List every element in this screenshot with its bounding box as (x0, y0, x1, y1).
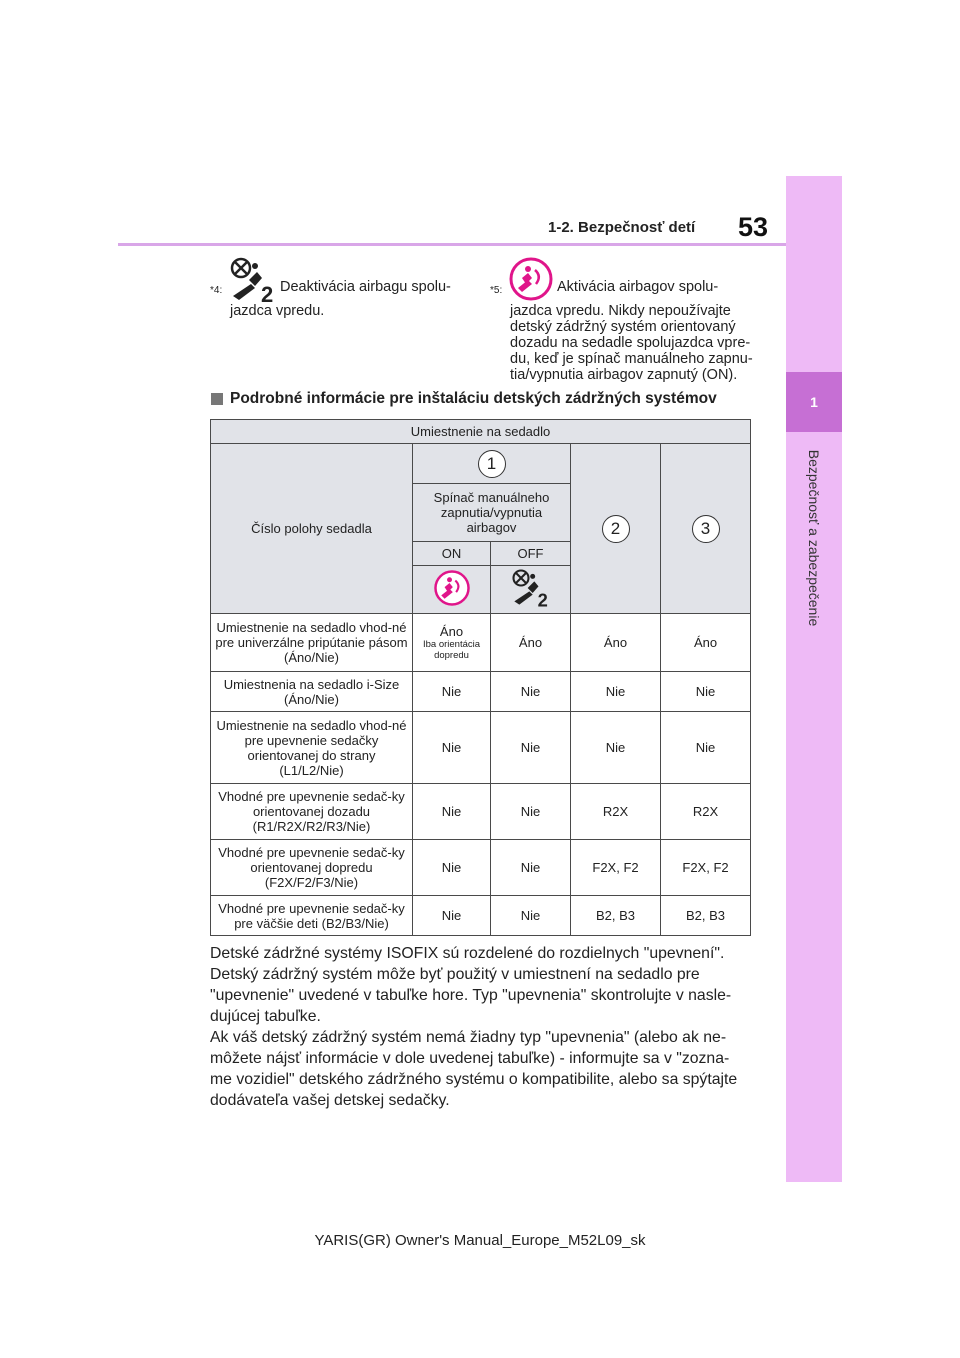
row-on-cell: Nie (413, 672, 491, 712)
table-row (211, 896, 751, 936)
footnote-4-mark: *4: (210, 285, 223, 296)
table-row (211, 840, 751, 896)
table-top-header: Umiestnenie na sedadlo (211, 420, 751, 444)
row-p3-cell: B2, B3 (661, 896, 751, 936)
body-line: môžete nájsť informácie v dole uvedenej tabuľke) - informujte sa v "zozna- (210, 1050, 730, 1067)
row-p3-cell: Nie (661, 712, 751, 784)
row-on-value: Áno (439, 624, 464, 639)
airbag-off-passenger-icon (229, 256, 277, 304)
row-label: Umiestnenie na sedadlo vhod-né pre univerzálne pripútanie pásom (Áno/Nie) (211, 614, 413, 672)
row-p3-cell: F2X, F2 (661, 840, 751, 896)
chapter-label: Bezpečnosť a zabezpečenie (806, 449, 822, 627)
body-line: Detský zádržný systém môže byť použitý v umiestnení na sedadlo pre (210, 966, 700, 983)
footnote-5-line: jazdca vpredu. Nikdy nepoužívajte (510, 303, 731, 319)
footnote-5-line: tia/vypnutia airbagov zapnutý (ON). (510, 367, 738, 383)
row-off-cell: Nie (491, 784, 571, 840)
switch-label: Spínač manuálneho zapnutia/vypnutia airbagov (413, 484, 571, 542)
off-header: OFF (491, 542, 571, 566)
row-on-cell: Nie (413, 896, 491, 936)
side-tab (786, 176, 842, 1182)
footnote-5-line: dozadu na sedadle spolujazdca vpre- (510, 335, 751, 351)
child-restraint-table (210, 419, 751, 936)
airbag-on-cell (413, 566, 491, 614)
row-p2-cell: B2, B3 (571, 896, 661, 936)
airbag-off-passenger-icon (511, 568, 551, 608)
table-row (211, 614, 751, 672)
row-p3-cell: R2X (661, 784, 751, 840)
row-off-cell: Nie (491, 896, 571, 936)
svg-text:2: 2 (261, 282, 274, 304)
row-p3-cell: Nie (661, 672, 751, 712)
row-off-cell: Nie (491, 712, 571, 784)
position-2-header (571, 444, 661, 614)
row-label: Vhodné pre upevnenie sedač-ky orientovanej dopredu (F2X/F2/F3/Nie) (211, 840, 413, 896)
body-line: Ak váš detský zádržný systém nemá žiadny typ "upevnenia" (alebo ak ne- (210, 1029, 727, 1046)
footnote-5-body (510, 303, 760, 383)
table-row (211, 712, 751, 784)
position-1-badge: 1 (478, 450, 506, 478)
heading-bullet-icon (211, 393, 223, 405)
row-on-cell: Nie (413, 712, 491, 784)
row-on-cell (413, 614, 491, 672)
section-title: 1-2. Bezpečnosť detí (548, 219, 696, 236)
body-paragraph (210, 943, 755, 1111)
row-off-cell: Áno (491, 614, 571, 672)
row-on-cell: Nie (413, 784, 491, 840)
table-row (211, 672, 751, 712)
position-3-header (661, 444, 751, 614)
section-heading: Podrobné informácie pre inštaláciu detských zádržných systémov (230, 390, 717, 407)
row-p2-cell: Áno (571, 614, 661, 672)
position-3-badge: 3 (692, 515, 720, 543)
on-header: ON (413, 542, 491, 566)
row-on-cell: Nie (413, 840, 491, 896)
footnote-5-text: Aktivácia airbagov spolu- (557, 279, 719, 295)
footnote-5-line: du, keď je spínač manuálneho zapnu- (510, 351, 753, 367)
footnote-5-line: detský zádržný systém orientovaný (510, 319, 736, 335)
row-p2-cell: Nie (571, 672, 661, 712)
seat-number-label: Číslo polohy sedadla (211, 444, 413, 614)
svg-text:2: 2 (537, 589, 548, 608)
body-line: me vozidiel" detského zádržného systému o kompatibilite, alebo sa spýtajte (210, 1071, 738, 1088)
footnote-5-mark: *5: (490, 285, 503, 296)
row-off-cell: Nie (491, 840, 571, 896)
row-off-cell: Nie (491, 672, 571, 712)
footnote-4-text: Deaktivácia airbagu spolu- (280, 279, 451, 295)
airbag-on-passenger-icon (508, 256, 554, 302)
airbag-on-passenger-icon (433, 569, 471, 607)
row-p2-cell: R2X (571, 784, 661, 840)
header-rule (118, 243, 786, 246)
row-label: Vhodné pre upevnenie sedač-ky orientovanej dozadu (R1/R2X/R2/R3/Nie) (211, 784, 413, 840)
table-row (211, 784, 751, 840)
body-line: "upevnenie" uvedené v tabuľke hore. Typ "upevnenia" skontrolujte v nasle- (210, 987, 732, 1004)
position-2-badge: 2 (602, 515, 630, 543)
position-1-header (413, 444, 571, 484)
body-line: dujúcej tabuľke. (210, 1008, 321, 1025)
row-label: Vhodné pre upevnenie sedač-ky pre väčšie deti (B2/B3/Nie) (211, 896, 413, 936)
row-p3-cell: Áno (661, 614, 751, 672)
page-number: 53 (738, 212, 769, 242)
row-on-note: Iba orientácia dopredu (422, 639, 481, 661)
body-line: dodávateľa vašej detskej sedačky. (210, 1092, 450, 1109)
row-p2-cell: Nie (571, 712, 661, 784)
row-p2-cell: F2X, F2 (571, 840, 661, 896)
footnote-4-text-cont: jazdca vpredu. (230, 303, 325, 319)
airbag-off-cell (491, 566, 571, 614)
page-footer: YARIS(GR) Owner's Manual_Europe_M52L09_sk (314, 1232, 646, 1249)
row-label: Umiestnenie na sedadlo vhod-né pre upevnenie sedačky orientovanej do strany (L1/L2/Nie) (211, 712, 413, 784)
chapter-tab: 1 (786, 372, 842, 432)
row-label: Umiestnenia na sedadlo i-Size (Áno/Nie) (211, 672, 413, 712)
body-line: Detské zádržné systémy ISOFIX sú rozdelené do rozdielnych "upevnení". (210, 945, 725, 962)
